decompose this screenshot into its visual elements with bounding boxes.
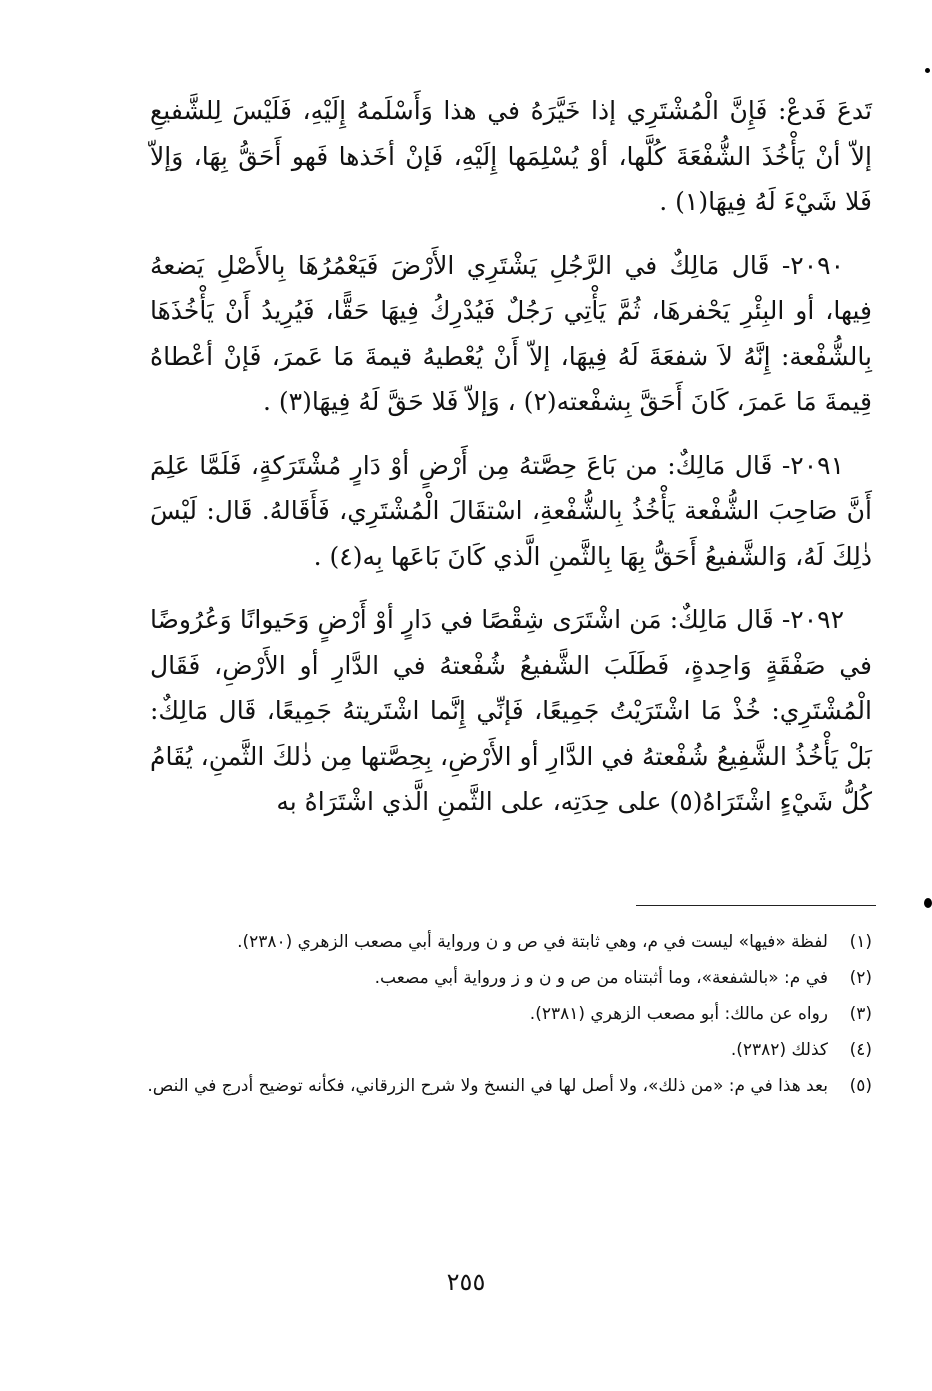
margin-mark bbox=[924, 898, 932, 908]
footnote-number: (٤) bbox=[849, 1040, 872, 1060]
paragraph-2092: ٢٠٩٢- قَال مَالِكٌ: مَن اشْتَرَى شِقْصًا في دَارٍ أوْ أَرْضٍ وَحَيوانًا وَعُرُوضًا في صَفْقَةٍ وَاحِدةٍ، فَطَلَبَ الشَّفيعُ شُفْعتهُ في الدَّارِ أو الأَرْضِ، فَقَال الْمُشْتَرِي: خُذْ مَا اشْتَرَيْتُ جَمِيعًا، فَإنِّي إِنَّما اشْتَريتهُ جَمِيعًا، قَال مَالِكٌ: بَلْ يَأْخُذُ الشَّفِيعُ شُفْعتهُ في الدَّارِ أو الأَرْضِ، بِحِصَّتها مِن ذٰلكَ الثَّمنِ، يُقَامُ كُلُّ شَيْءٍ اشْتَرَاهُ(٥) على حِدَتِه، على الثَّمنِ الَّذي اشْتَرَاهُ به bbox=[150, 605, 872, 816]
paragraph-2091: ٢٠٩١- قَال مَالِكٌ: من بَاعَ حِصَّتهُ مِن أَرْضٍ أوْ دَارٍ مُشْتَرَكةٍ، فَلَمَّا عَلِمَ أَنَّ صَاحِبَ الشُّفْعة يَأْخُذُ بِالشُّفْعةِ، اسْتقَالَ الْمُشْتَرِي، فَأَقَالهُ. قَال: لَيْسَ ذٰلِكَ لَهُ، وَالشَّفيعُ أَحَقُّ بِهَا بِالثَّمنِ الَّذي كَانَ بَاعَها بِه(٤) . bbox=[150, 450, 872, 571]
paragraph-continuation: تَدعَ فَدعْ: فَإِنَّ الْمُشْتَرِي إذا خَيَّرَهُ في هذا وَأَسْلَمهُ إِلَيْهِ، فَلَيْسَ لِلشَّفيعِ إلاّ أنْ يَأْخُذَ الشُّفْعَةَ كُلَّها، أوْ يُسْلِمَها إِلَيْهِ، فَإنْ أخَذها فَهو أَحَقُّ بِهَا، وَإلاّ فَلا شَيْءَ لَهُ فِيهَا(١) . bbox=[150, 96, 872, 216]
footnote-number: (٣) bbox=[849, 1004, 872, 1024]
footnote-separator bbox=[636, 905, 876, 906]
margin-mark bbox=[925, 68, 930, 73]
footnotes bbox=[140, 926, 872, 1106]
footnote-2 bbox=[140, 962, 872, 994]
footnote-4 bbox=[140, 1034, 872, 1066]
footnote-1 bbox=[140, 926, 872, 958]
footnote-text: لفظة «فيها» ليست في م، وهي ثابتة في ص و ن ورواية أبي مصعب الزهري (٢٣٨٠). bbox=[237, 932, 828, 952]
footnote-text: بعد هذا في م: «من ذلك»، ولا أصل لها في النسخ ولا شرح الزرقاني، فكأنه توضيح أدرج في النص. bbox=[147, 1076, 828, 1096]
footnote-number: (١) bbox=[849, 932, 872, 952]
footnote-5 bbox=[140, 1070, 872, 1102]
footnote-number: (٥) bbox=[849, 1076, 872, 1096]
footnote-number: (٢) bbox=[849, 968, 872, 988]
page-number: ٢٥٥ bbox=[446, 1268, 486, 1296]
paragraph-2090: ٢٠٩٠- قَال مَالِكٌ في الرَّجُلِ يَشْتَرِي الأَرْضَ فَيَعْمُرُهَا بِالأَصْلِ يَضعهُ فِيها، أو البِئْرِ يَحْفرهَا، ثُمَّ يَأْتِي رَجُلٌ فَيُدْرِكُ فِيهَا حَقًّا، فَيُرِيدُ أَنْ يَأْخُذَهَا بِالشُّفْعة: إِنَّهُ لاَ شفعَةَ لَهُ فِيهَا، إلاّ أَنْ يُعْطيهُ قيمةَ مَا عَمرَ، فَإنْ أعْطاهُ قِيمةَ مَا عَمرَ، كَانَ أَحَقَّ بِشفْعته(٢) ، وَإلاّ فَلا حَقَّ لَهُ فِيهَا(٣) . bbox=[150, 250, 872, 416]
footnote-text: رواه عن مالك: أبو مصعب الزهري (٢٣٨١). bbox=[529, 1004, 828, 1024]
footnote-text: كذلك (٢٣٨٢). bbox=[730, 1040, 828, 1060]
main-text bbox=[150, 88, 872, 843]
footnote-3 bbox=[140, 998, 872, 1030]
footnote-text: في م: «بالشفعة»، وما أثبتناه من ص و ن و ز ورواية أبي مصعب. bbox=[374, 968, 828, 988]
